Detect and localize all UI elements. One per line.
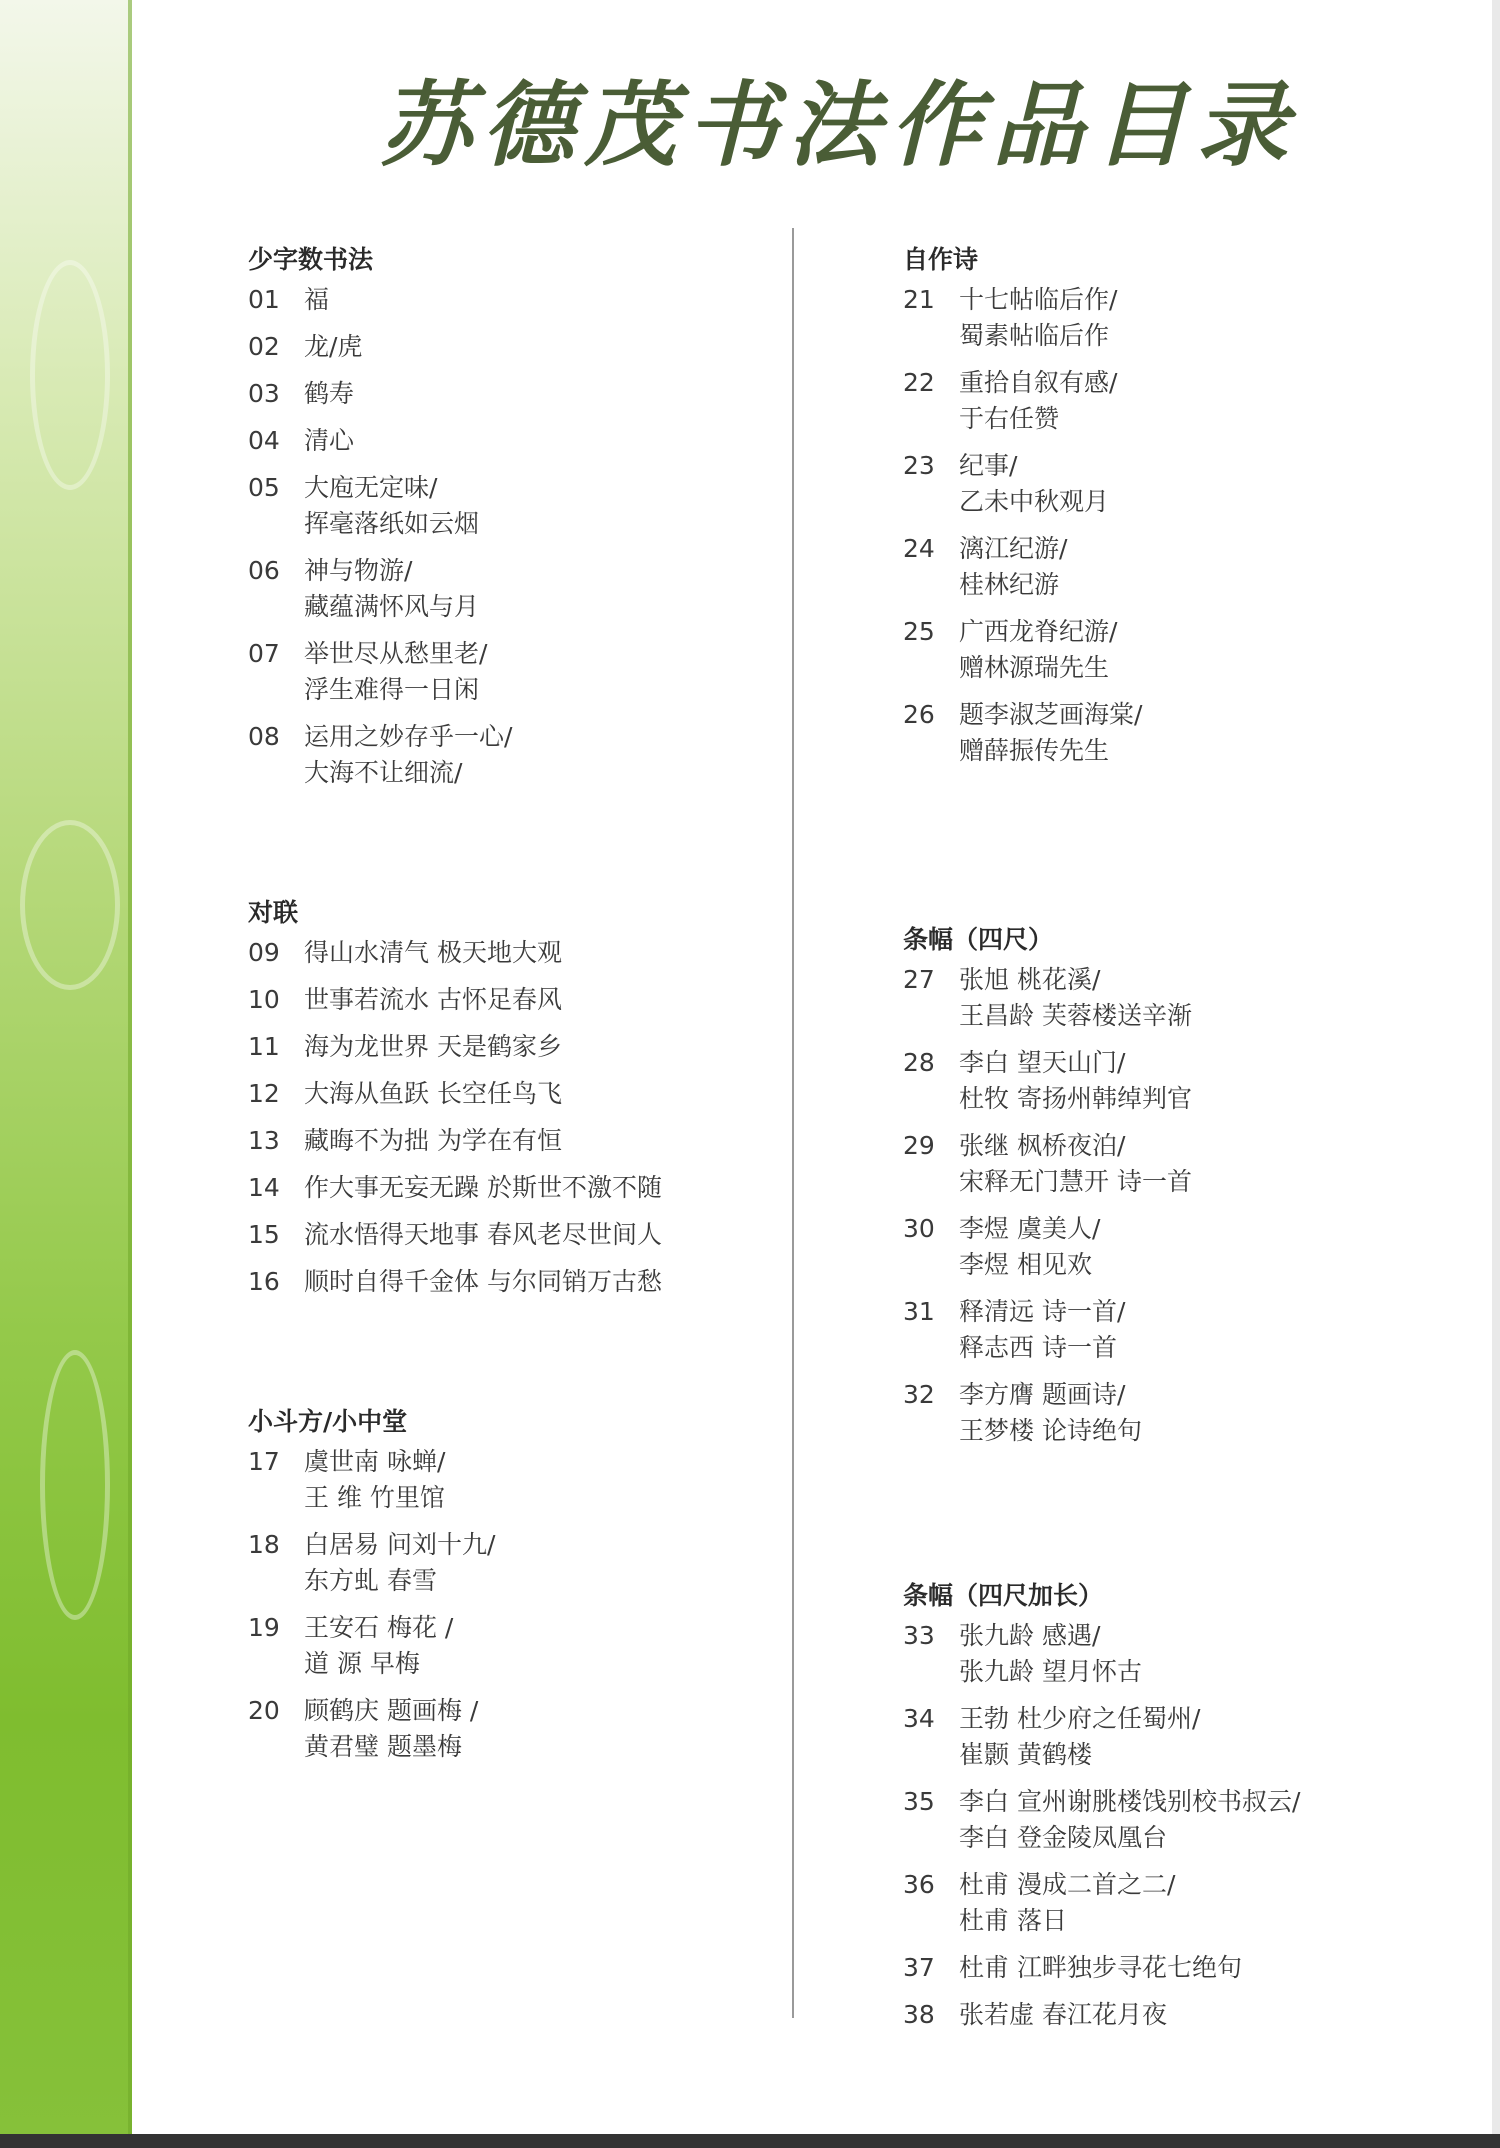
entry-number: 09 bbox=[248, 938, 280, 967]
entry-title-line: 得山水清气 极天地大观 bbox=[304, 938, 562, 967]
entry-titles bbox=[304, 1076, 808, 1112]
entry-titles bbox=[304, 1527, 808, 1599]
entry-title-line: 纪事/ bbox=[959, 451, 1018, 480]
entry-title-line: 黄君璧 题墨梅 bbox=[304, 1732, 462, 1761]
entry-title-line: 流水悟得天地事 春风老尽世间人 bbox=[304, 1220, 662, 1249]
entry-title-line: 崔颢 黄鹤楼 bbox=[959, 1740, 1092, 1769]
entry-number: 20 bbox=[248, 1696, 280, 1725]
catalog-entry bbox=[903, 1997, 1463, 2033]
entry-number: 12 bbox=[248, 1079, 280, 1108]
entry-title-line: 挥毫落纸如云烟 bbox=[304, 509, 480, 538]
entry-number: 22 bbox=[903, 368, 935, 397]
entry-number: 07 bbox=[248, 639, 280, 668]
entry-title-line: 宋释无门慧开 诗一首 bbox=[959, 1167, 1192, 1196]
entry-titles bbox=[959, 962, 1463, 1034]
entry-titles bbox=[304, 1264, 808, 1300]
catalog-entry bbox=[903, 614, 1463, 686]
entry-titles bbox=[959, 448, 1463, 520]
catalog-entry bbox=[903, 448, 1463, 520]
entry-number: 32 bbox=[903, 1380, 935, 1409]
catalog-entry bbox=[248, 1444, 808, 1516]
catalog-entry bbox=[903, 697, 1463, 769]
entry-titles bbox=[959, 531, 1463, 603]
catalog-entry bbox=[248, 376, 808, 412]
entry-title-line: 龙/虎 bbox=[304, 332, 363, 361]
entry-title-line: 王安石 梅花 / bbox=[304, 1613, 454, 1642]
entry-title-line: 白居易 问刘十九/ bbox=[304, 1530, 496, 1559]
entry-title-line: 桂林纪游 bbox=[959, 570, 1060, 599]
entry-number: 23 bbox=[903, 451, 935, 480]
catalog-entry bbox=[903, 1701, 1463, 1773]
entry-titles bbox=[304, 1029, 808, 1065]
entry-titles bbox=[959, 1618, 1463, 1690]
entry-titles bbox=[304, 1693, 808, 1765]
entry-titles bbox=[959, 1701, 1463, 1773]
entry-titles bbox=[304, 1217, 808, 1253]
entry-title-line: 漓江纪游/ bbox=[959, 534, 1068, 563]
entry-title-line: 释清远 诗一首/ bbox=[959, 1297, 1126, 1326]
entry-title-line: 神与物游/ bbox=[304, 556, 413, 585]
entry-number: 36 bbox=[903, 1870, 935, 1899]
entry-number: 24 bbox=[903, 534, 935, 563]
entry-titles bbox=[959, 365, 1463, 437]
catalog-entry bbox=[248, 1217, 808, 1253]
catalog-entry bbox=[248, 329, 808, 365]
entry-title-line: 顺时自得千金体 与尔同销万古愁 bbox=[304, 1267, 662, 1296]
entry-titles bbox=[959, 1867, 1463, 1939]
section-shaozishu bbox=[248, 242, 808, 791]
entry-title-line: 鹤寿 bbox=[304, 379, 355, 408]
entry-title-line: 福 bbox=[304, 285, 330, 314]
catalog-entry bbox=[903, 1211, 1463, 1283]
catalog-entry bbox=[248, 982, 808, 1018]
entry-titles bbox=[304, 376, 808, 412]
entry-number: 13 bbox=[248, 1126, 280, 1155]
calligraphy-stroke-decoration bbox=[40, 1350, 110, 1620]
entry-number: 03 bbox=[248, 379, 280, 408]
entry-title-line: 乙未中秋观月 bbox=[959, 487, 1110, 516]
section-zizuoshi bbox=[903, 242, 1463, 769]
entry-title-line: 张若虚 春江花月夜 bbox=[959, 2000, 1167, 2029]
entry-number: 31 bbox=[903, 1297, 935, 1326]
entry-titles bbox=[304, 553, 808, 625]
entry-titles bbox=[304, 1444, 808, 1516]
entry-title-line: 作大事无妄无躁 於斯世不激不随 bbox=[304, 1173, 662, 1202]
catalog-entry bbox=[903, 531, 1463, 603]
entry-titles bbox=[959, 1377, 1463, 1449]
catalog-entry bbox=[903, 1784, 1463, 1856]
section-title: 小斗方/小中堂 bbox=[248, 1407, 408, 1436]
entry-titles bbox=[959, 1950, 1463, 1986]
entry-number: 35 bbox=[903, 1787, 935, 1816]
entry-number: 11 bbox=[248, 1032, 280, 1061]
entry-number: 05 bbox=[248, 473, 280, 502]
entry-title-line: 蜀素帖临后作 bbox=[959, 321, 1110, 350]
entry-number: 02 bbox=[248, 332, 280, 361]
entry-title-line: 东方虬 春雪 bbox=[304, 1566, 437, 1595]
entry-number: 33 bbox=[903, 1621, 935, 1650]
entry-number: 29 bbox=[903, 1131, 935, 1160]
section-tiaofu-sichi bbox=[903, 922, 1463, 1449]
entry-title-line: 大海从鱼跃 长空任鸟飞 bbox=[304, 1079, 562, 1108]
entry-title-line: 题李淑芝画海棠/ bbox=[959, 700, 1143, 729]
section-xiaodoufang bbox=[248, 1404, 808, 1765]
entry-title-line: 广西龙脊纪游/ bbox=[959, 617, 1118, 646]
entry-titles bbox=[304, 935, 808, 971]
entry-titles bbox=[304, 636, 808, 708]
entry-title-line: 海为龙世界 天是鹤家乡 bbox=[304, 1032, 562, 1061]
entry-title-line: 于右任赞 bbox=[959, 404, 1060, 433]
entry-number: 08 bbox=[248, 722, 280, 751]
entry-number: 10 bbox=[248, 985, 280, 1014]
entry-title-line: 十七帖临后作/ bbox=[959, 285, 1118, 314]
catalog-entry bbox=[248, 1610, 808, 1682]
entry-title-line: 杜甫 漫成二首之二/ bbox=[959, 1870, 1176, 1899]
entry-titles bbox=[304, 423, 808, 459]
entry-title-line: 大海不让细流/ bbox=[304, 758, 463, 787]
entry-number: 15 bbox=[248, 1220, 280, 1249]
entry-titles bbox=[959, 1997, 1463, 2033]
section-title: 条幅（四尺加长） bbox=[903, 1581, 1104, 1610]
entry-title-line: 张继 枫桥夜泊/ bbox=[959, 1131, 1126, 1160]
entry-title-line: 李方膺 题画诗/ bbox=[959, 1380, 1126, 1409]
entry-titles bbox=[304, 1123, 808, 1159]
entry-titles bbox=[959, 1128, 1463, 1200]
entry-titles bbox=[959, 1784, 1463, 1856]
catalog-entry bbox=[903, 1867, 1463, 1939]
entry-number: 28 bbox=[903, 1048, 935, 1077]
entry-title-line: 王勃 杜少府之任蜀州/ bbox=[959, 1704, 1201, 1733]
entry-title-line: 杜甫 落日 bbox=[959, 1906, 1067, 1935]
catalog-entry bbox=[248, 935, 808, 971]
catalog-entry bbox=[248, 1527, 808, 1599]
catalog-entry bbox=[248, 636, 808, 708]
catalog-entry bbox=[248, 719, 808, 791]
entry-title-line: 李煜 相见欢 bbox=[959, 1250, 1092, 1279]
section-title: 自作诗 bbox=[903, 245, 979, 274]
entry-title-line: 赠林源瑞先生 bbox=[959, 653, 1110, 682]
entry-number: 19 bbox=[248, 1613, 280, 1642]
entry-number: 34 bbox=[903, 1704, 935, 1733]
entry-number: 16 bbox=[248, 1267, 280, 1296]
section-title: 对联 bbox=[248, 898, 299, 927]
catalog-entry bbox=[903, 365, 1463, 437]
entry-title-line: 张九龄 感遇/ bbox=[959, 1621, 1101, 1650]
entry-title-line: 张九龄 望月怀古 bbox=[959, 1657, 1142, 1686]
calligraphy-stroke-decoration bbox=[20, 820, 120, 990]
entry-number: 01 bbox=[248, 285, 280, 314]
page-right-edge bbox=[1492, 0, 1500, 2148]
section-title: 条幅（四尺） bbox=[903, 925, 1054, 954]
entry-titles bbox=[959, 697, 1463, 769]
entry-title-line: 杜甫 江畔独步寻花七绝句 bbox=[959, 1953, 1242, 1982]
catalog-entry bbox=[248, 282, 808, 318]
entry-title-line: 藏蕴满怀风与月 bbox=[304, 592, 480, 621]
entry-title-line: 张旭 桃花溪/ bbox=[959, 965, 1101, 994]
entry-title-line: 李白 宣州谢朓楼饯别校书叔云/ bbox=[959, 1787, 1301, 1816]
catalog-entry bbox=[903, 1950, 1463, 1986]
entry-titles bbox=[959, 1294, 1463, 1366]
right-column bbox=[903, 242, 1463, 2044]
entry-title-line: 李白 望天山门/ bbox=[959, 1048, 1126, 1077]
entry-title-line: 杜牧 寄扬州韩绰判官 bbox=[959, 1084, 1192, 1113]
catalog-entry bbox=[248, 1123, 808, 1159]
spine-edge bbox=[128, 0, 132, 2148]
left-column bbox=[248, 242, 808, 1776]
entry-title-line: 藏晦不为拙 为学在有恒 bbox=[304, 1126, 562, 1155]
entry-title-line: 清心 bbox=[304, 426, 355, 455]
catalog-entry bbox=[248, 423, 808, 459]
entry-title-line: 赠薛振传先生 bbox=[959, 736, 1110, 765]
calligraphy-stroke-decoration bbox=[30, 260, 110, 490]
entry-number: 18 bbox=[248, 1530, 280, 1559]
entry-number: 25 bbox=[903, 617, 935, 646]
entry-number: 37 bbox=[903, 1953, 935, 1982]
catalog-entry bbox=[248, 1076, 808, 1112]
catalog-entry bbox=[903, 1618, 1463, 1690]
catalog-entry bbox=[248, 1693, 808, 1765]
catalog-entry bbox=[903, 1377, 1463, 1449]
entry-number: 21 bbox=[903, 285, 935, 314]
entry-number: 14 bbox=[248, 1173, 280, 1202]
entry-title-line: 李煜 虞美人/ bbox=[959, 1214, 1101, 1243]
entry-number: 26 bbox=[903, 700, 935, 729]
entry-titles bbox=[959, 614, 1463, 686]
entry-titles bbox=[304, 470, 808, 542]
catalog-entry bbox=[903, 962, 1463, 1034]
entry-titles bbox=[959, 1211, 1463, 1283]
entry-titles bbox=[304, 982, 808, 1018]
entry-titles bbox=[304, 1170, 808, 1206]
entry-title-line: 浮生难得一日闲 bbox=[304, 675, 480, 704]
entry-title-line: 李白 登金陵凤凰台 bbox=[959, 1823, 1167, 1852]
entry-title-line: 道 源 早梅 bbox=[304, 1649, 420, 1678]
entry-titles bbox=[959, 282, 1463, 354]
section-title: 少字数书法 bbox=[248, 245, 374, 274]
section-duilian bbox=[248, 895, 808, 1300]
page-bottom-edge bbox=[0, 2134, 1500, 2148]
entry-title-line: 顾鹤庆 题画梅 / bbox=[304, 1696, 479, 1725]
catalog-entry bbox=[248, 1264, 808, 1300]
catalog-entry bbox=[903, 1128, 1463, 1200]
entry-number: 38 bbox=[903, 2000, 935, 2029]
catalog-entry bbox=[903, 1045, 1463, 1117]
entry-title-line: 王 维 竹里馆 bbox=[304, 1483, 445, 1512]
entry-number: 04 bbox=[248, 426, 280, 455]
entry-number: 30 bbox=[903, 1214, 935, 1243]
entry-titles bbox=[304, 329, 808, 365]
catalog-entry bbox=[248, 470, 808, 542]
entry-title-line: 虞世南 咏蝉/ bbox=[304, 1447, 446, 1476]
catalog-entry bbox=[248, 553, 808, 625]
entry-number: 27 bbox=[903, 965, 935, 994]
catalog-entry bbox=[248, 1170, 808, 1206]
catalog-entry bbox=[248, 1029, 808, 1065]
page-title: 苏德茂书法作品目录 bbox=[380, 71, 1299, 179]
catalog-entry bbox=[903, 282, 1463, 354]
entry-title-line: 重拾自叙有感/ bbox=[959, 368, 1118, 397]
entry-title-line: 运用之妙存乎一心/ bbox=[304, 722, 513, 751]
entry-title-line: 世事若流水 古怀足春风 bbox=[304, 985, 562, 1014]
section-tiaofu-sichi-jiachang bbox=[903, 1578, 1463, 2033]
entry-title-line: 王昌龄 芙蓉楼送辛渐 bbox=[959, 1001, 1192, 1030]
entry-title-line: 王梦楼 论诗绝句 bbox=[959, 1416, 1142, 1445]
entry-title-line: 释志西 诗一首 bbox=[959, 1333, 1117, 1362]
entry-title-line: 大庖无定味/ bbox=[304, 473, 438, 502]
entry-number: 06 bbox=[248, 556, 280, 585]
entry-titles bbox=[304, 719, 808, 791]
entry-number: 17 bbox=[248, 1447, 280, 1476]
entry-titles bbox=[304, 282, 808, 318]
entry-titles bbox=[959, 1045, 1463, 1117]
entry-titles bbox=[304, 1610, 808, 1682]
catalog-entry bbox=[903, 1294, 1463, 1366]
entry-title-line: 举世尽从愁里老/ bbox=[304, 639, 488, 668]
